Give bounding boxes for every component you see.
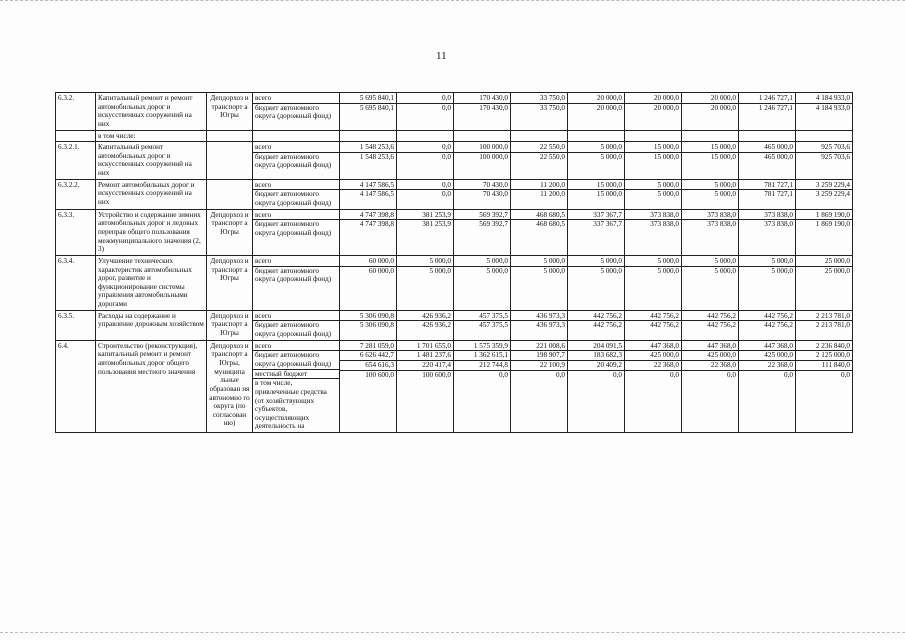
- value-cell: [397, 130, 454, 142]
- row-executor: Депдорхоз и транспорт а Югры: [207, 255, 253, 310]
- value: 4 147 586,5: [359, 190, 394, 199]
- value: 925 703,6: [796, 143, 852, 153]
- value: 5 000,0: [600, 266, 622, 275]
- value: 5 000,0: [429, 266, 451, 275]
- funding-source: всего: [253, 342, 339, 352]
- funding-source-cell: [253, 130, 340, 142]
- value-cell: [682, 179, 739, 209]
- value-cell: [568, 179, 625, 209]
- row-name: Ремонт автомобильных дорог и искусственных сооружений на них: [96, 179, 207, 209]
- value-cell: [568, 255, 625, 310]
- value: 0,0: [670, 370, 679, 379]
- funding-source: всего: [253, 94, 339, 104]
- value: 457 375,5: [454, 312, 510, 322]
- value: 20 000,0: [625, 94, 681, 104]
- value: 60 000,0: [340, 257, 396, 267]
- value: 442 756,2: [707, 321, 736, 330]
- value: 1 575 359,9: [454, 342, 510, 352]
- value: 5 000,0: [657, 190, 679, 199]
- value-cell: [454, 310, 511, 340]
- row-name: в том числе:: [96, 130, 207, 142]
- value: 33 750,0: [511, 94, 567, 104]
- value: 6 626 442,7: [340, 351, 396, 361]
- value: 2 213 781,0: [815, 321, 850, 330]
- value: 781 727,1: [764, 190, 793, 199]
- budget-table: [55, 92, 853, 433]
- value: 4 184 933,0: [796, 94, 852, 104]
- value: 20 000,0: [596, 103, 622, 112]
- table-row: [56, 209, 853, 255]
- value-cell: [739, 340, 796, 432]
- value-cell: [796, 340, 853, 432]
- funding-source: всего: [253, 257, 339, 267]
- value-cell: [454, 179, 511, 209]
- value: 15 000,0: [653, 152, 679, 161]
- value-cell: [682, 209, 739, 255]
- value: 22 550,0: [511, 143, 567, 153]
- value: 2 125 000,0: [796, 351, 852, 361]
- value-cell: [397, 255, 454, 310]
- value: 0,0: [442, 152, 451, 161]
- value-cell: [796, 142, 853, 180]
- value-cell: [796, 209, 853, 255]
- funding-source: всего: [253, 211, 339, 221]
- value: 183 682,3: [568, 351, 624, 361]
- value-cell: [625, 209, 682, 255]
- value: 1 869 190,0: [815, 220, 850, 229]
- funding-source: местный бюджет: [253, 370, 339, 380]
- value-cell: [511, 93, 568, 131]
- value: 4 747 398,8: [340, 211, 396, 221]
- value-cell: [340, 310, 397, 340]
- value: 426 936,2: [422, 321, 451, 330]
- value: 5 306 090,8: [359, 321, 394, 330]
- row-number: 6.3.2.2.: [56, 179, 96, 209]
- value-cell: [340, 93, 397, 131]
- value: 1 362 615,1: [454, 351, 510, 361]
- value-cell: [511, 255, 568, 310]
- value: 0,0: [397, 94, 453, 104]
- value: 447 368,0: [682, 342, 738, 352]
- value: 0,0: [556, 370, 565, 379]
- value-cell: [397, 209, 454, 255]
- value: 5 695 840,1: [340, 94, 396, 104]
- row-number: 6.3.3.: [56, 209, 96, 255]
- value-cell: [568, 93, 625, 131]
- value: 25 000,0: [796, 257, 852, 267]
- value-cell: [397, 142, 454, 180]
- funding-source-cell: [253, 310, 340, 340]
- value: 111 840,0: [796, 361, 852, 371]
- row-number: [56, 130, 96, 142]
- value: 5 000,0: [397, 257, 453, 267]
- value: 4 184 933,0: [815, 103, 850, 112]
- funding-source: бюджет автономного округа (дорожный фонд): [255, 266, 332, 284]
- row-name: Строительство (реконструкция), капитальный ремонт и ремонт автомобильных дорог общего пользования местного значения: [96, 340, 207, 432]
- value-cell: [454, 93, 511, 131]
- value-cell: [682, 255, 739, 310]
- value: 465 000,0: [739, 143, 795, 153]
- value: 22 550,0: [539, 152, 565, 161]
- value: 220 417,4: [397, 361, 453, 371]
- value: 15 000,0: [682, 143, 738, 153]
- value: 0,0: [499, 370, 508, 379]
- value: 100 600,0: [422, 370, 451, 379]
- value: 0,0: [727, 370, 736, 379]
- value: 468 680,5: [511, 211, 567, 221]
- value: 5 306 090,8: [340, 312, 396, 322]
- value: 5 000,0: [739, 257, 795, 267]
- value-cell: [511, 179, 568, 209]
- value-cell: [511, 310, 568, 340]
- value: 0,0: [841, 370, 850, 379]
- value: 373 838,0: [707, 220, 736, 229]
- value: 5 000,0: [657, 266, 679, 275]
- row-name: Расходы на содержание и управление дорожным хозяйством: [96, 310, 207, 340]
- value: 5 000,0: [486, 266, 508, 275]
- value: 170 430,0: [479, 103, 508, 112]
- page-number: 11: [436, 50, 447, 62]
- value: 569 392,7: [479, 220, 508, 229]
- value: 465 000,0: [764, 152, 793, 161]
- value: 5 000,0: [625, 181, 681, 191]
- value: 170 430,0: [454, 94, 510, 104]
- row-number: 6.3.2.: [56, 93, 96, 131]
- value-cell: [625, 130, 682, 142]
- value: 373 838,0: [764, 220, 793, 229]
- funding-source: бюджет автономного округа (дорожный фонд): [255, 220, 332, 237]
- value: 22 100,9: [511, 361, 567, 371]
- value-cell: [739, 310, 796, 340]
- funding-source-cell: [253, 209, 340, 255]
- value: 442 756,2: [739, 312, 795, 322]
- funding-source-cell: [253, 340, 340, 432]
- value-cell: [568, 310, 625, 340]
- row-executor: Депдорхоз и транспорт а Югры, муниципа льные образован ия автономно го округа (по согласован ию): [207, 340, 253, 432]
- value: 425 000,0: [739, 351, 795, 361]
- value: 2 213 781,0: [796, 312, 852, 322]
- value: 33 750,0: [539, 103, 565, 112]
- value: 442 756,2: [568, 312, 624, 322]
- value: 15 000,0: [625, 143, 681, 153]
- value-cell: [454, 130, 511, 142]
- value: 204 091,5: [568, 342, 624, 352]
- scan-edge-top: [0, 0, 905, 7]
- value: 447 368,0: [625, 342, 681, 352]
- value-cell: [739, 209, 796, 255]
- value: 60 000,0: [368, 266, 394, 275]
- value: 20 409,2: [568, 361, 624, 371]
- value: 1 869 190,0: [796, 211, 852, 221]
- value-cell: [454, 209, 511, 255]
- value-cell: [625, 310, 682, 340]
- funding-source: бюджет автономного округа (дорожный фонд): [255, 103, 332, 121]
- scan-edge-bottom: [0, 632, 905, 639]
- value: 447 368,0: [739, 342, 795, 352]
- funding-source-cell: [253, 142, 340, 180]
- value: 221 008,6: [511, 342, 567, 352]
- value-cell: [511, 209, 568, 255]
- row-executor: Депдорхоз и транспорт а Югры: [207, 209, 253, 255]
- value-cell: [397, 93, 454, 131]
- value: 5 000,0: [682, 257, 738, 267]
- value-cell: [625, 340, 682, 432]
- value: 212 744,8: [454, 361, 510, 371]
- value: 22 368,0: [682, 361, 738, 371]
- value: 5 000,0: [568, 257, 624, 267]
- funding-source: в том числе, привлеченные средства (от хозяйствующих субъектов, осуществляющих деятельность на: [255, 379, 327, 431]
- value: 11 200,0: [511, 181, 567, 191]
- value: 0,0: [784, 370, 793, 379]
- funding-source: всего: [253, 312, 339, 322]
- value-cell: [340, 130, 397, 142]
- value: 337 367,7: [568, 211, 624, 221]
- value: 381 253,9: [422, 220, 451, 229]
- row-name: Капитальный ремонт и ремонт автомобильных дорог и искусственных сооружений на них: [96, 93, 207, 131]
- value: 442 756,2: [764, 321, 793, 330]
- value: 3 259 229,4: [815, 190, 850, 199]
- funding-source: бюджет автономного округа (дорожный фонд): [253, 351, 339, 369]
- table-row: [56, 310, 853, 340]
- table-row: [56, 93, 853, 131]
- value: 5 000,0: [714, 190, 736, 199]
- value: 1 701 655,0: [397, 342, 453, 352]
- row-executor: [207, 142, 253, 180]
- value-cell: [454, 340, 511, 432]
- row-executor: Депдорхоз и транспорт а Югры: [207, 93, 253, 131]
- value: 468 680,5: [536, 220, 565, 229]
- value-cell: [796, 130, 853, 142]
- value: 198 907,7: [511, 351, 567, 361]
- row-number: 6.3.5.: [56, 310, 96, 340]
- funding-source: всего: [253, 181, 339, 191]
- value: 5 000,0: [454, 257, 510, 267]
- value: 373 838,0: [650, 220, 679, 229]
- value-cell: [682, 93, 739, 131]
- row-name: Капитальный ремонт автомобильных дорог и искусственных сооружений на них: [96, 142, 207, 180]
- value: 337 367,7: [593, 220, 622, 229]
- value-cell: [568, 142, 625, 180]
- value-cell: [682, 130, 739, 142]
- value-cell: [739, 93, 796, 131]
- table-row: [56, 340, 853, 432]
- value: 1 548 253,6: [340, 143, 396, 153]
- value-cell: [739, 179, 796, 209]
- value: 373 838,0: [625, 211, 681, 221]
- value: 5 000,0: [543, 266, 565, 275]
- value: 654 616,3: [340, 361, 396, 371]
- value: 457 375,5: [479, 321, 508, 330]
- row-number: 6.3.2.1.: [56, 142, 96, 180]
- value: 442 756,2: [650, 321, 679, 330]
- value-cell: [796, 93, 853, 131]
- value-cell: [340, 142, 397, 180]
- value-cell: [454, 255, 511, 310]
- value-cell: [568, 130, 625, 142]
- value: 5 695 840,1: [359, 103, 394, 112]
- value: 5 000,0: [600, 152, 622, 161]
- value: 100 000,0: [454, 143, 510, 153]
- value: 442 756,2: [682, 312, 738, 322]
- value: 0,0: [397, 143, 453, 153]
- value: 0,0: [397, 181, 453, 191]
- value-cell: [397, 310, 454, 340]
- row-number: 6.4.: [56, 340, 96, 432]
- value-cell: [340, 179, 397, 209]
- value: 20 000,0: [710, 103, 736, 112]
- value: 1 481 237,6: [397, 351, 453, 361]
- value: 426 936,2: [397, 312, 453, 322]
- value: 373 838,0: [682, 211, 738, 221]
- value-cell: [625, 93, 682, 131]
- row-executor: Депдорхоз и транспорт а Югры: [207, 310, 253, 340]
- value: 70 430,0: [482, 190, 508, 199]
- value: 569 392,7: [454, 211, 510, 221]
- row-name: Устройство и содержание зимних автомобильных дорог и ледовых переправ общего пользования межмуниципального значения (2, 3): [96, 209, 207, 255]
- value: 436 973,3: [511, 312, 567, 322]
- value-cell: [625, 255, 682, 310]
- value: 5 000,0: [682, 181, 738, 191]
- value-cell: [739, 130, 796, 142]
- value: 5 000,0: [625, 257, 681, 267]
- value: 1 246 727,1: [758, 103, 793, 112]
- value: 442 756,2: [593, 321, 622, 330]
- value: 70 430,0: [454, 181, 510, 191]
- value: 1 246 727,1: [739, 94, 795, 104]
- table-row: [56, 255, 853, 310]
- funding-source: всего: [253, 143, 339, 153]
- value: 381 253,9: [397, 211, 453, 221]
- value: 0,0: [442, 103, 451, 112]
- value: 22 368,0: [625, 361, 681, 371]
- funding-source: бюджет автономного округа (дорожный фонд): [255, 152, 332, 170]
- value-cell: [340, 209, 397, 255]
- funding-source: бюджет автономного округа (дорожный фонд): [255, 190, 332, 208]
- table-row: [56, 142, 853, 180]
- value: 5 000,0: [511, 257, 567, 267]
- value: 5 000,0: [771, 266, 793, 275]
- funding-source-cell: [253, 255, 340, 310]
- row-name: Улучшение технических характеристик автомобильных дорог, развитие и функционирование системы управления автомобильными дорогами: [96, 255, 207, 310]
- value: 0,0: [613, 370, 622, 379]
- value: 425 000,0: [682, 351, 738, 361]
- value: 425 000,0: [625, 351, 681, 361]
- value: 20 000,0: [653, 103, 679, 112]
- value-cell: [568, 340, 625, 432]
- value-cell: [739, 142, 796, 180]
- value-cell: [625, 142, 682, 180]
- value-cell: [568, 209, 625, 255]
- value-cell: [397, 340, 454, 432]
- value: 15 000,0: [710, 152, 736, 161]
- value-cell: [625, 179, 682, 209]
- value-cell: [682, 310, 739, 340]
- value: 4 747 398,8: [359, 220, 394, 229]
- value: 781 727,1: [739, 181, 795, 191]
- value: 20 000,0: [682, 94, 738, 104]
- row-number: 6.3.4.: [56, 255, 96, 310]
- value: 2 236 840,0: [796, 342, 852, 352]
- value-cell: [796, 255, 853, 310]
- value-cell: [340, 340, 397, 432]
- value: 7 281 059,0: [340, 342, 396, 352]
- value-cell: [682, 142, 739, 180]
- value: 100 600,0: [365, 370, 394, 379]
- value-cell: [796, 310, 853, 340]
- value: 925 703,6: [821, 152, 850, 161]
- value-cell: [397, 179, 454, 209]
- row-executor: [207, 130, 253, 142]
- funding-source-cell: [253, 93, 340, 131]
- value: 100 000,0: [479, 152, 508, 161]
- table-body: [56, 93, 853, 433]
- value-cell: [511, 340, 568, 432]
- value-cell: [340, 255, 397, 310]
- value: 373 838,0: [739, 211, 795, 221]
- value: 5 000,0: [568, 143, 624, 153]
- table-row: [56, 130, 853, 142]
- value-cell: [796, 179, 853, 209]
- value: 442 756,2: [625, 312, 681, 322]
- row-executor: [207, 179, 253, 209]
- value: 436 973,3: [536, 321, 565, 330]
- value-cell: [739, 255, 796, 310]
- value: 3 259 229,4: [796, 181, 852, 191]
- value: 5 000,0: [714, 266, 736, 275]
- value: 25 000,0: [824, 266, 850, 275]
- value-cell: [511, 142, 568, 180]
- value-cell: [511, 130, 568, 142]
- value: 1 548 253,6: [359, 152, 394, 161]
- value-cell: [682, 340, 739, 432]
- value: 22 368,0: [739, 361, 795, 371]
- value: 20 000,0: [568, 94, 624, 104]
- funding-source: бюджет автономного округа (дорожный фонд): [255, 321, 332, 339]
- value: 4 147 586,5: [340, 181, 396, 191]
- value: 0,0: [442, 190, 451, 199]
- value-cell: [454, 142, 511, 180]
- funding-source-cell: [253, 179, 340, 209]
- value: 11 200,0: [540, 190, 565, 199]
- value: 15 000,0: [596, 190, 622, 199]
- table-row: [56, 179, 853, 209]
- value: 15 000,0: [568, 181, 624, 191]
